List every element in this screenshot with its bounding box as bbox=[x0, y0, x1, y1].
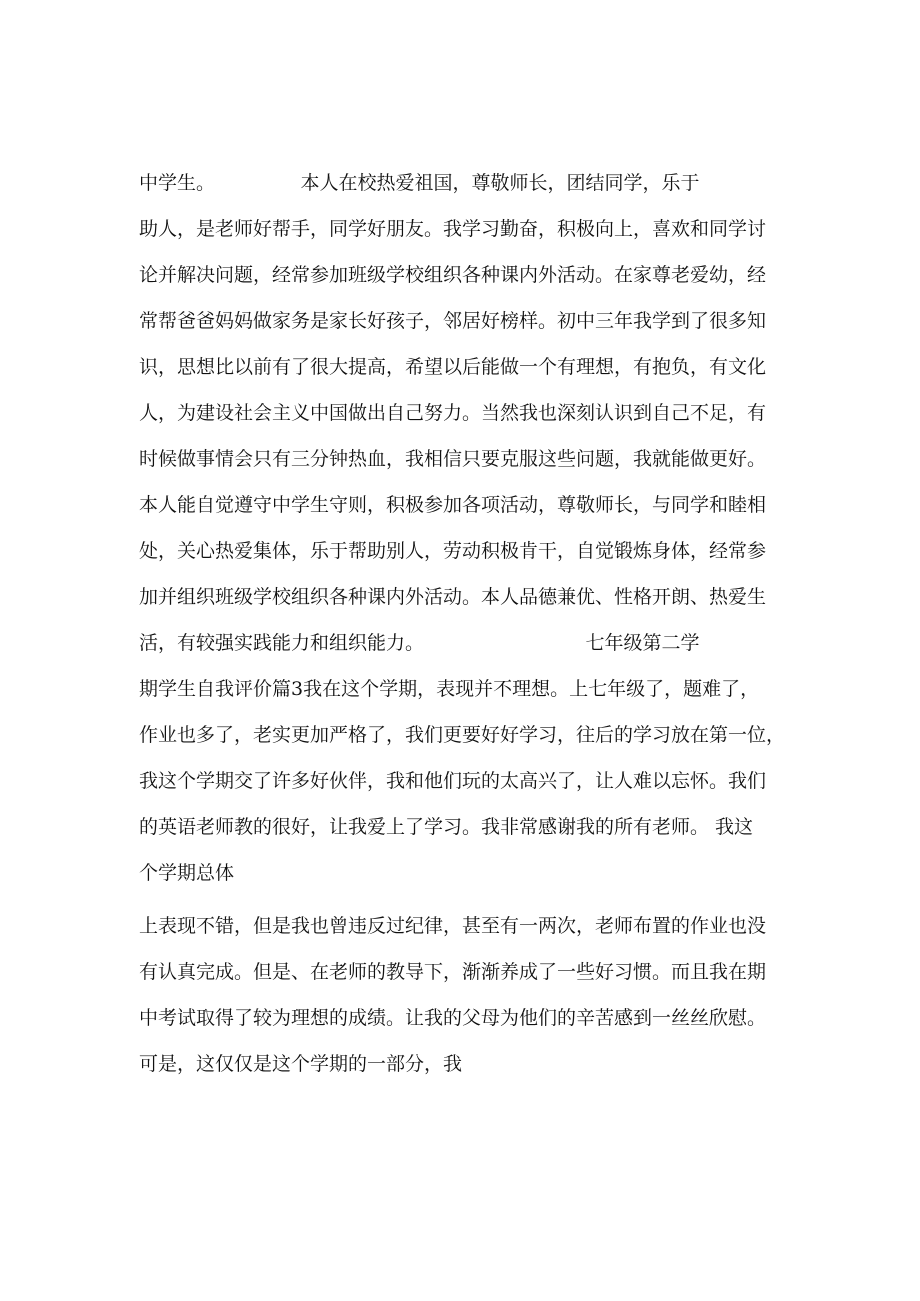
text-line-4: 常帮爸爸妈妈做家务是家长好孩子，邻居好榜样。初中三年我学到了很多知 bbox=[139, 310, 767, 332]
text-line-2: 助人，是老师好帮手，同学好朋友。我学习勤奋，积极向上，喜欢和同学讨 bbox=[139, 218, 767, 240]
text-line-19: 中考试取得了较为理想的成绩。让我的父母为他们的辛苦感到一丝丝欣慰。 bbox=[139, 1007, 767, 1029]
text-line-15: 的英语老师教的很好，让我爱上了学习。我非常感谢我的所有老师。 我这 bbox=[139, 816, 754, 838]
text-line-6: 人，为建设社会主义中国做出自己努力。当然我也深刻认识到自己不足，有 bbox=[139, 402, 767, 424]
text-line-8: 本人能自觉遵守中学生守则，积极参加各项活动，尊敬师长，与同学和睦相 bbox=[139, 494, 767, 516]
text-line-17: 上表现不错，但是我也曾违反过纪律，甚至有一两次，老师布置的作业也没 bbox=[139, 915, 767, 937]
text-line-16: 个学期总体 bbox=[139, 862, 235, 884]
text-line-13: 作业也多了，老实更加严格了，我们更要好好学习，往后的学习放在第一位， bbox=[139, 724, 786, 746]
text-line-10: 加并组织班级学校组织各种课内外活动。本人品德兼优、性格开朗、热爱生 bbox=[139, 586, 767, 608]
text-line-3: 论并解决问题，经常参加班级学校组织各种课内外活动。在家尊老爱幼，经 bbox=[139, 264, 767, 286]
text-line-5: 识，思想比以前有了很大提高，希望以后能做一个有理想，有抱负，有文化 bbox=[139, 356, 767, 378]
text-line-18: 有认真完成。但是、在老师的教导下，渐渐养成了一些好习惯。而且我在期 bbox=[139, 961, 767, 983]
text-line-9: 处，关心热爱集体，乐于帮助别人，劳动积极肯干，自觉锻炼身体，经常参 bbox=[139, 540, 767, 562]
text-line-20: 可是，这仅仅是这个学期的一部分，我 bbox=[139, 1053, 463, 1075]
text-line-7: 时候做事情会只有三分钟热血，我相信只要克服这些问题，我就能做更好。 bbox=[139, 448, 767, 470]
text-line-1: 中学生。 本人在校热爱祖国，尊敬师长，团结同学，乐于 bbox=[139, 172, 700, 194]
text-line-14: 我这个学期交了许多好伙伴，我和他们玩的太高兴了，让人难以忘怀。我们 bbox=[139, 770, 767, 792]
text-line-11: 活，有较强实践能力和组织能力。 七年级第二学 bbox=[139, 632, 700, 654]
text-line-12: 期学生自我评价篇3我在这个学期，表现并不理想。上七年级了，题难了， bbox=[139, 678, 760, 700]
